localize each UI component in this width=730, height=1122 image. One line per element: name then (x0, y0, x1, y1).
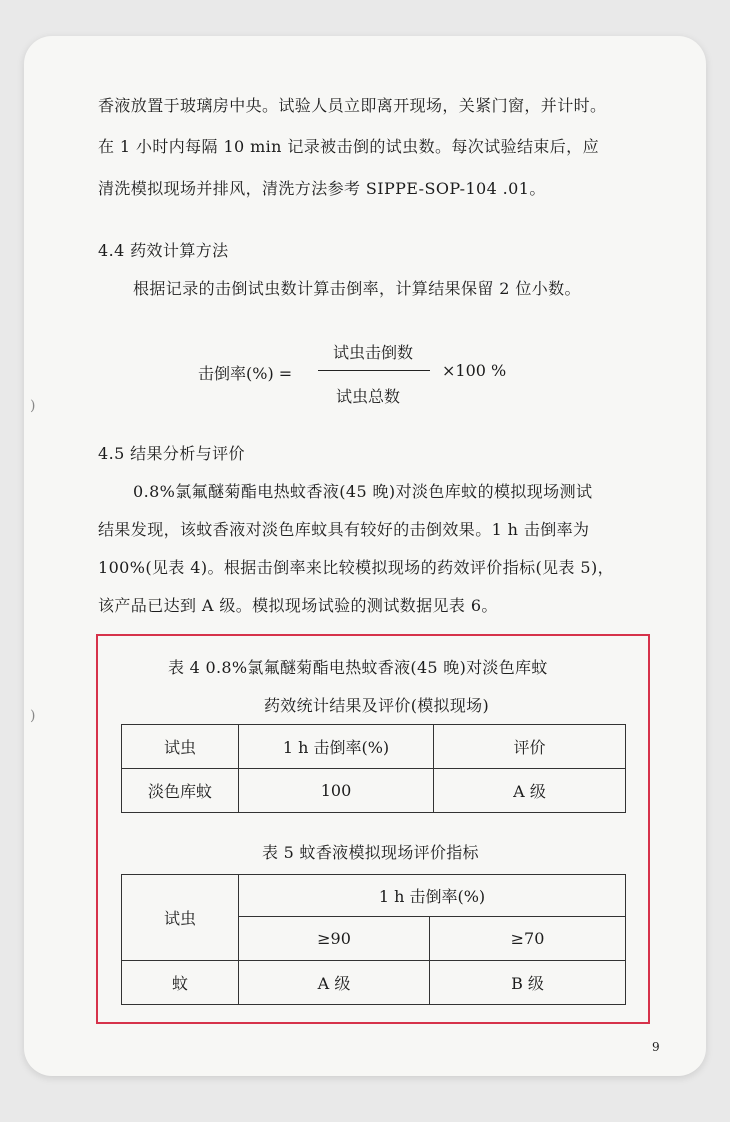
table-4-caption: 药效统计结果及评价(模拟现场) (264, 696, 489, 715)
table-4-caption: 表 4 0.8%氯氟醚菊酯电热蚊香液(45 晚)对淡色库蚊 (168, 658, 548, 677)
section-4-4-text: 根据记录的击倒试虫数计算击倒率，计算结果保留 2 位小数。 (133, 279, 581, 298)
formula-numerator: 试虫击倒数 (333, 343, 414, 362)
table-cell: A 级 (434, 769, 626, 813)
margin-mark: ) (30, 398, 36, 414)
table-cell: 100 (239, 769, 434, 813)
table-cell: 淡色库蚊 (122, 769, 239, 813)
table-cell: B 级 (430, 961, 626, 1005)
table-row (122, 769, 626, 813)
paragraph-line: 在 1 小时内每隔 10 min 记录被击倒的试虫数。每次试验结束后，应 (98, 137, 599, 156)
table-4 (121, 724, 626, 813)
paragraph-line: 该产品已达到 A 级。模拟现场试验的测试数据见表 6。 (98, 596, 498, 615)
paragraph-line: 结果发现，该蚊香液对淡色库蚊具有较好的击倒效果。1 h 击倒率为 (98, 520, 590, 539)
table-cell: 蚊 (122, 961, 239, 1005)
margin-mark: ) (30, 708, 36, 724)
formula-denominator: 试虫总数 (336, 387, 401, 406)
formula-right: ×100 % (442, 361, 507, 380)
table-row (122, 725, 626, 769)
table-header-cell: 试虫 (122, 725, 239, 769)
formula-left: 击倒率(%) = (198, 364, 293, 383)
section-4-4-heading: 4.4 药效计算方法 (98, 241, 229, 260)
table-header-cell: 1 h 击倒率(%) (239, 725, 434, 769)
section-4-5-heading: 4.5 结果分析与评价 (98, 444, 245, 463)
paragraph-line: 100%(见表 4)。根据击倒率来比较模拟现场的药效评价指标(见表 5)， (98, 558, 615, 577)
table-header-cell: ≥70 (430, 917, 626, 961)
table-header-cell: 试虫 (122, 875, 239, 961)
table-row (122, 961, 626, 1005)
table-row (122, 875, 626, 917)
page-number: 9 (652, 1040, 660, 1054)
fraction-bar (318, 370, 430, 371)
paragraph-line: 清洗模拟现场并排风，清洗方法参考 SIPPE-SOP-104 .01。 (98, 179, 546, 198)
paragraph-line: 香液放置于玻璃房中央。试验人员立即离开现场，关紧门窗，并计时。 (98, 96, 607, 115)
table-5 (121, 874, 626, 1005)
paragraph-line: 0.8%氯氟醚菊酯电热蚊香液(45 晚)对淡色库蚊的模拟现场测试 (133, 482, 593, 501)
table-5-caption: 表 5 蚊香液模拟现场评价指标 (262, 843, 479, 862)
table-header-cell: ≥90 (239, 917, 430, 961)
table-cell: A 级 (239, 961, 430, 1005)
table-header-cell: 评价 (434, 725, 626, 769)
table-group-header: 1 h 击倒率(%) (239, 875, 626, 917)
